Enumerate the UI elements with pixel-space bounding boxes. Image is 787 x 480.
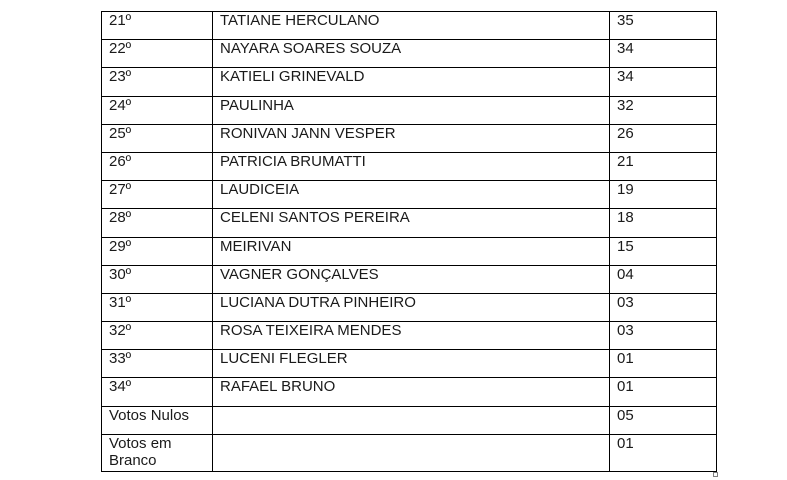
table-row [102,124,717,152]
position-cell: 22º [102,40,213,68]
table-row [102,293,717,321]
position-cell: 33º [102,350,213,378]
position-cell: 28º [102,209,213,237]
table-row [102,40,717,68]
vote-count-cell: 34 [610,68,717,96]
vote-count-cell: 01 [610,378,717,406]
position-cell: 25º [102,124,213,152]
candidate-name-cell: TATIANE HERCULANO [213,12,610,40]
position-cell: 30º [102,265,213,293]
null-votes-label: Votos Nulos [102,406,213,434]
vote-count-cell: 01 [610,350,717,378]
candidate-name-cell: NAYARA SOARES SOUZA [213,40,610,68]
candidate-name-cell: LUCIANA DUTRA PINHEIRO [213,293,610,321]
vote-count-cell: 21 [610,152,717,180]
blank-votes-row [102,434,717,471]
position-cell: 31º [102,293,213,321]
candidate-name-cell: LUCENI FLEGLER [213,350,610,378]
table-row [102,68,717,96]
blank-votes-label: Votos em Branco [102,434,213,471]
blank-votes-count: 01 [610,434,717,471]
candidate-name-cell: VAGNER GONÇALVES [213,265,610,293]
position-cell: 23º [102,68,213,96]
position-cell: 27º [102,181,213,209]
table-row [102,181,717,209]
candidate-name-cell: CELENI SANTOS PEREIRA [213,209,610,237]
vote-results-table [101,11,717,472]
empty-cell [213,406,610,434]
vote-count-cell: 26 [610,124,717,152]
null-votes-count: 05 [610,406,717,434]
vote-count-cell: 04 [610,265,717,293]
vote-count-cell: 35 [610,12,717,40]
vote-count-cell: 32 [610,96,717,124]
position-cell: 26º [102,152,213,180]
empty-cell [213,434,610,471]
table-row [102,350,717,378]
vote-count-cell: 18 [610,209,717,237]
candidate-name-cell: MEIRIVAN [213,237,610,265]
candidate-name-cell: ROSA TEIXEIRA MENDES [213,322,610,350]
table-row [102,378,717,406]
candidate-name-cell: RAFAEL BRUNO [213,378,610,406]
vote-count-cell: 34 [610,40,717,68]
position-cell: 24º [102,96,213,124]
table-row [102,322,717,350]
candidate-name-cell: KATIELI GRINEVALD [213,68,610,96]
table-row [102,96,717,124]
position-cell: 32º [102,322,213,350]
table-row [102,152,717,180]
vote-count-cell: 15 [610,237,717,265]
position-cell: 34º [102,378,213,406]
null-votes-row [102,406,717,434]
candidate-name-cell: PAULINHA [213,96,610,124]
candidate-name-cell: RONIVAN JANN VESPER [213,124,610,152]
table-row [102,265,717,293]
candidate-name-cell: LAUDICEIA [213,181,610,209]
candidate-name-cell: PATRICIA BRUMATTI [213,152,610,180]
table-row [102,237,717,265]
vote-count-cell: 03 [610,293,717,321]
table-row [102,209,717,237]
table-row [102,12,717,40]
position-cell: 21º [102,12,213,40]
position-cell: 29º [102,237,213,265]
table-resize-handle[interactable] [713,472,718,477]
vote-count-cell: 03 [610,322,717,350]
vote-count-cell: 19 [610,181,717,209]
